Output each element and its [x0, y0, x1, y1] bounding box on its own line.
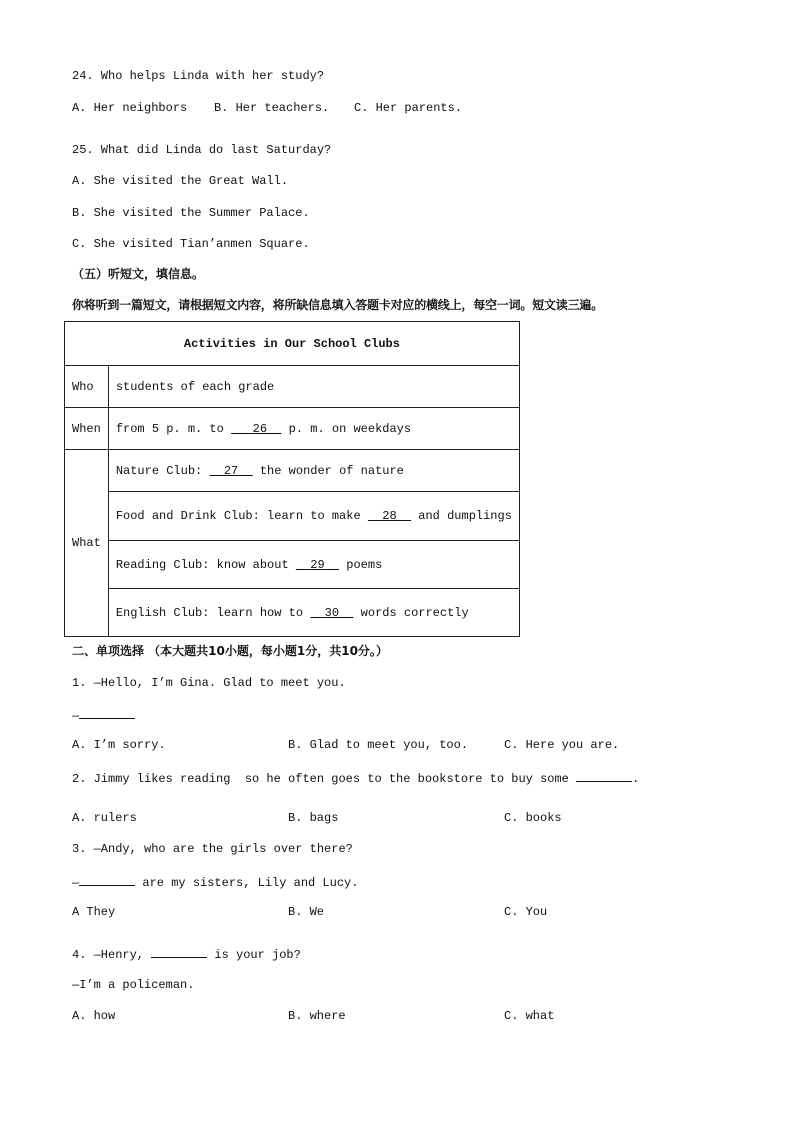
section2-title: 二、单项选择 （本大题共10小题，每小题1分，共10分。）	[72, 644, 388, 658]
when-value	[108, 408, 519, 450]
what-label: What	[65, 450, 109, 637]
mc-q1-option-c[interactable]: C. Here you are.	[504, 738, 620, 752]
mc-q2-option-a[interactable]: A. rulers	[72, 811, 137, 825]
table-row: English Club: learn how to 30 words correctly	[108, 589, 519, 637]
q24-option-c[interactable]: C. Her parents.	[354, 101, 463, 115]
mc-q1-reply: —	[72, 706, 135, 724]
table-row: Nature Club: 27 the wonder of nature	[108, 450, 519, 492]
table-row: Food and Drink Club: learn to make 28 and dumplings	[108, 492, 519, 541]
mc-q4-option-b[interactable]: B. where	[288, 1009, 346, 1023]
mc-q3-option-c[interactable]: C. You	[504, 905, 548, 919]
q24-option-b[interactable]: B. Her teachers.	[214, 101, 330, 115]
answer-blank[interactable]	[576, 769, 632, 782]
q25-option-a[interactable]: A. She visited the Great Wall.	[72, 174, 289, 188]
answer-blank[interactable]	[79, 873, 135, 886]
mc-q2-option-b[interactable]: B. bags	[288, 811, 339, 825]
mc-q4-stem: 4. —Henry, is your job?	[72, 945, 301, 963]
mc-q2-stem: 2. Jimmy likes reading so he often goes to the bookstore to buy some .	[72, 769, 639, 787]
q25-option-c[interactable]: C. She visited Tian’anmen Square.	[72, 237, 310, 251]
table-row: Reading Club: know about 29 poems	[108, 541, 519, 589]
section5-title: （五）听短文，填信息。	[72, 267, 205, 281]
who-value: students of each grade	[108, 366, 519, 408]
blank-28[interactable]: 28	[382, 509, 397, 523]
mc-q1-stem: 1. —Hello, I’m Gina. Glad to meet you.	[72, 676, 346, 690]
mc-q2-option-c[interactable]: C. books	[504, 811, 562, 825]
mc-q3-reply: — are my sisters, Lily and Lucy.	[72, 873, 358, 891]
blank-30[interactable]: 30	[324, 605, 340, 620]
table-title: Activities in Our School Clubs	[65, 322, 520, 366]
blank-29[interactable]: 29	[310, 557, 325, 572]
mc-q4-option-a[interactable]: A. how	[72, 1009, 116, 1023]
when-pre: from 5 p. m. to	[115, 421, 232, 436]
clubs-table	[64, 321, 520, 637]
blank-27[interactable]: 27	[223, 463, 239, 478]
section5-instruction: 你将听到一篇短文，请根据短文内容，将所缺信息填入答题卡对应的横线上，每空一词。短文读三遍。	[72, 298, 604, 312]
mc-q3-option-a[interactable]: A They	[72, 905, 116, 919]
question-25-stem: 25. What did Linda do last Saturday?	[72, 143, 332, 157]
mc-q3-stem: 3. —Andy, who are the girls over there?	[72, 842, 353, 856]
when-label: When	[65, 408, 109, 450]
answer-blank[interactable]	[151, 945, 207, 958]
mc-q3-option-b[interactable]: B. We	[288, 905, 325, 919]
mc-q4-option-c[interactable]: C. what	[504, 1009, 555, 1023]
mc-q1-option-a[interactable]: A. I’m sorry.	[72, 738, 166, 752]
mc-q1-option-b[interactable]: B. Glad to meet you, too.	[288, 738, 469, 752]
q25-option-b[interactable]: B. She visited the Summer Palace.	[72, 206, 310, 220]
when-post: p. m. on weekdays	[281, 421, 412, 436]
q24-option-a[interactable]: A. Her neighbors	[72, 101, 188, 115]
answer-blank[interactable]	[79, 706, 135, 719]
blank-26[interactable]: 26	[252, 421, 268, 436]
question-24-stem: 24. Who helps Linda with her study?	[72, 69, 325, 83]
mc-q4-reply: —I’m a policeman.	[72, 978, 195, 992]
who-label: Who	[65, 366, 109, 408]
